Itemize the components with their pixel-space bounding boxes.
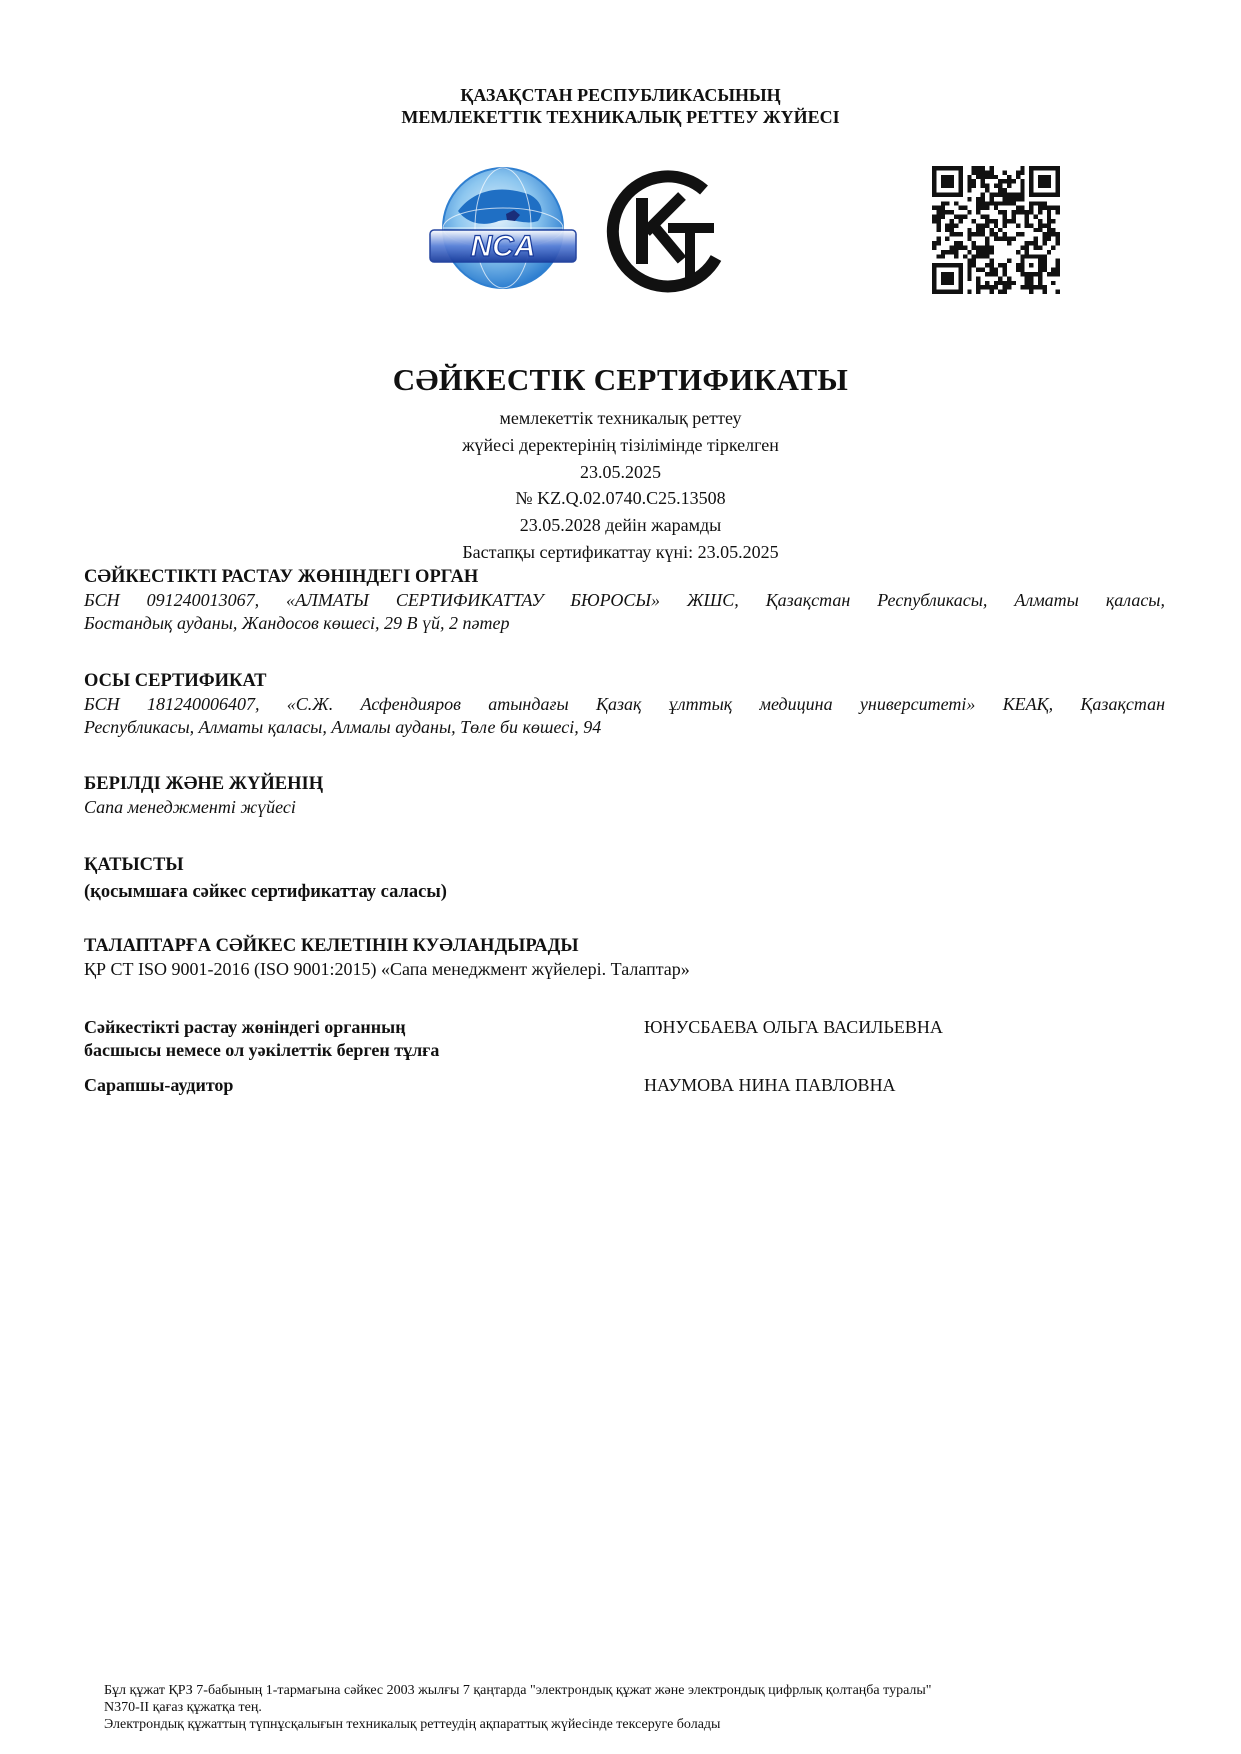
section-title: БЕРІЛДІ ЖӘНЕ ЖҮЙЕНІҢ <box>84 774 324 794</box>
issuer-header <box>0 84 1241 128</box>
certificate-number: № KZ.Q.02.0740.C25.13508 <box>515 488 726 509</box>
initial-certification-date: Бастапқы сертификаттау күні: 23.05.2025 <box>462 541 779 562</box>
signature-label-line1: Сәйкестікті растау жөніндегі органның <box>84 1017 406 1037</box>
signature-label-line2: басшысы немесе ол уәкілеттік берген тұлға <box>84 1040 440 1060</box>
certificate-title: СӘЙКЕСТІК СЕРТИФИКАТЫ <box>392 362 849 397</box>
section-subtitle: (қосымшаға сәйкес сертификаттау саласы) <box>84 882 447 902</box>
footer-line2: N370-II қағаз құжатқа тең. <box>104 1700 262 1715</box>
requirements-section <box>84 934 1165 981</box>
certificate-holder-section <box>84 669 1165 739</box>
nca-logo <box>428 166 578 294</box>
section-text: Сапа менеджменті жүйесі <box>84 797 296 817</box>
management-system-section <box>84 772 1165 819</box>
section-text-line2: Бостандық ауданы, Жандосов көшесі, 29 В үй, 2 пәтер <box>84 613 510 633</box>
issuer-header-line1: ҚАЗАҚСТАН РЕСПУБЛИКАСЫНЫҢ <box>460 85 781 105</box>
signature-label-line1: Сарапшы-аудитор <box>84 1075 234 1095</box>
section-text-line1: БСН 091240013067, «АЛМАТЫ СЕРТИФИКАТТАУ БЮРОСЫ» ЖШС, Қазақстан Республикасы, Алматы қаласы, <box>84 590 1165 610</box>
signature-label <box>84 1016 624 1062</box>
signature-label <box>84 1074 624 1097</box>
signatory-name: НАУМОВА НИНА ПАВЛОВНА <box>644 1075 896 1095</box>
valid-until: 23.05.2028 дейін жарамды <box>519 515 722 536</box>
registry-text-line1: мемлекеттік техникалық реттеу <box>499 408 742 428</box>
legal-footer <box>104 1682 1164 1733</box>
section-title: ОСЫ СЕРТИФИКАТ <box>84 671 267 691</box>
kz-conformity-mark-icon <box>604 168 724 294</box>
registration-meta <box>0 405 1241 566</box>
registry-text-line2: жүйесі деректерінің тізілімінде тіркелген <box>462 434 779 455</box>
registered-date: 23.05.2025 <box>580 461 661 482</box>
section-title: СӘЙКЕСТІКТІ РАСТАУ ЖӨНІНДЕГІ ОРГАН <box>84 567 479 587</box>
certification-body-section <box>84 565 1165 635</box>
nca-logo-text: NCA <box>470 230 536 263</box>
footer-line1: Бұл құжат ҚРЗ 7-бабының 1-тармағына сәйкес 2003 жылғы 7 қаңтарда "электрондық құжат және электрондық цифрлық қолтаңба туралы" <box>104 1683 932 1698</box>
scope-section <box>84 853 1165 904</box>
section-title: ҚАТЫСТЫ <box>84 855 184 875</box>
section-title: ТАЛАПТАРҒА СӘЙКЕС КЕЛЕТІНІН КУӘЛАНДЫРАДЫ <box>84 936 579 956</box>
footer-line3: Электрондық құжаттың түпнұсқалығын техникалық реттеудің ақпараттық жүйесінде тексеруге болады <box>104 1717 721 1732</box>
section-text-line1: БСН 181240006407, «С.Ж. Асфендияров атындағы Қазақ ұлттық медицина университеті» КЕАҚ, Қазақстан <box>84 694 1165 714</box>
section-text-line2: Республикасы, Алматы қаласы, Алмалы ауданы, Төле би көшесі, 94 <box>84 717 602 737</box>
issuer-header-line2: МЕМЛЕКЕТТІК ТЕХНИКАЛЫҚ РЕТТЕУ ЖҮЙЕСІ <box>401 107 840 127</box>
qr-code <box>932 166 1060 294</box>
section-text: ҚР СТ ISO 9001-2016 (ISO 9001:2015) «Сапа менеджмент жүйелері. Талаптар» <box>84 959 690 979</box>
signatory-name: ЮНУСБАЕВА ОЛЬГА ВАСИЛЬЕВНА <box>644 1017 943 1037</box>
